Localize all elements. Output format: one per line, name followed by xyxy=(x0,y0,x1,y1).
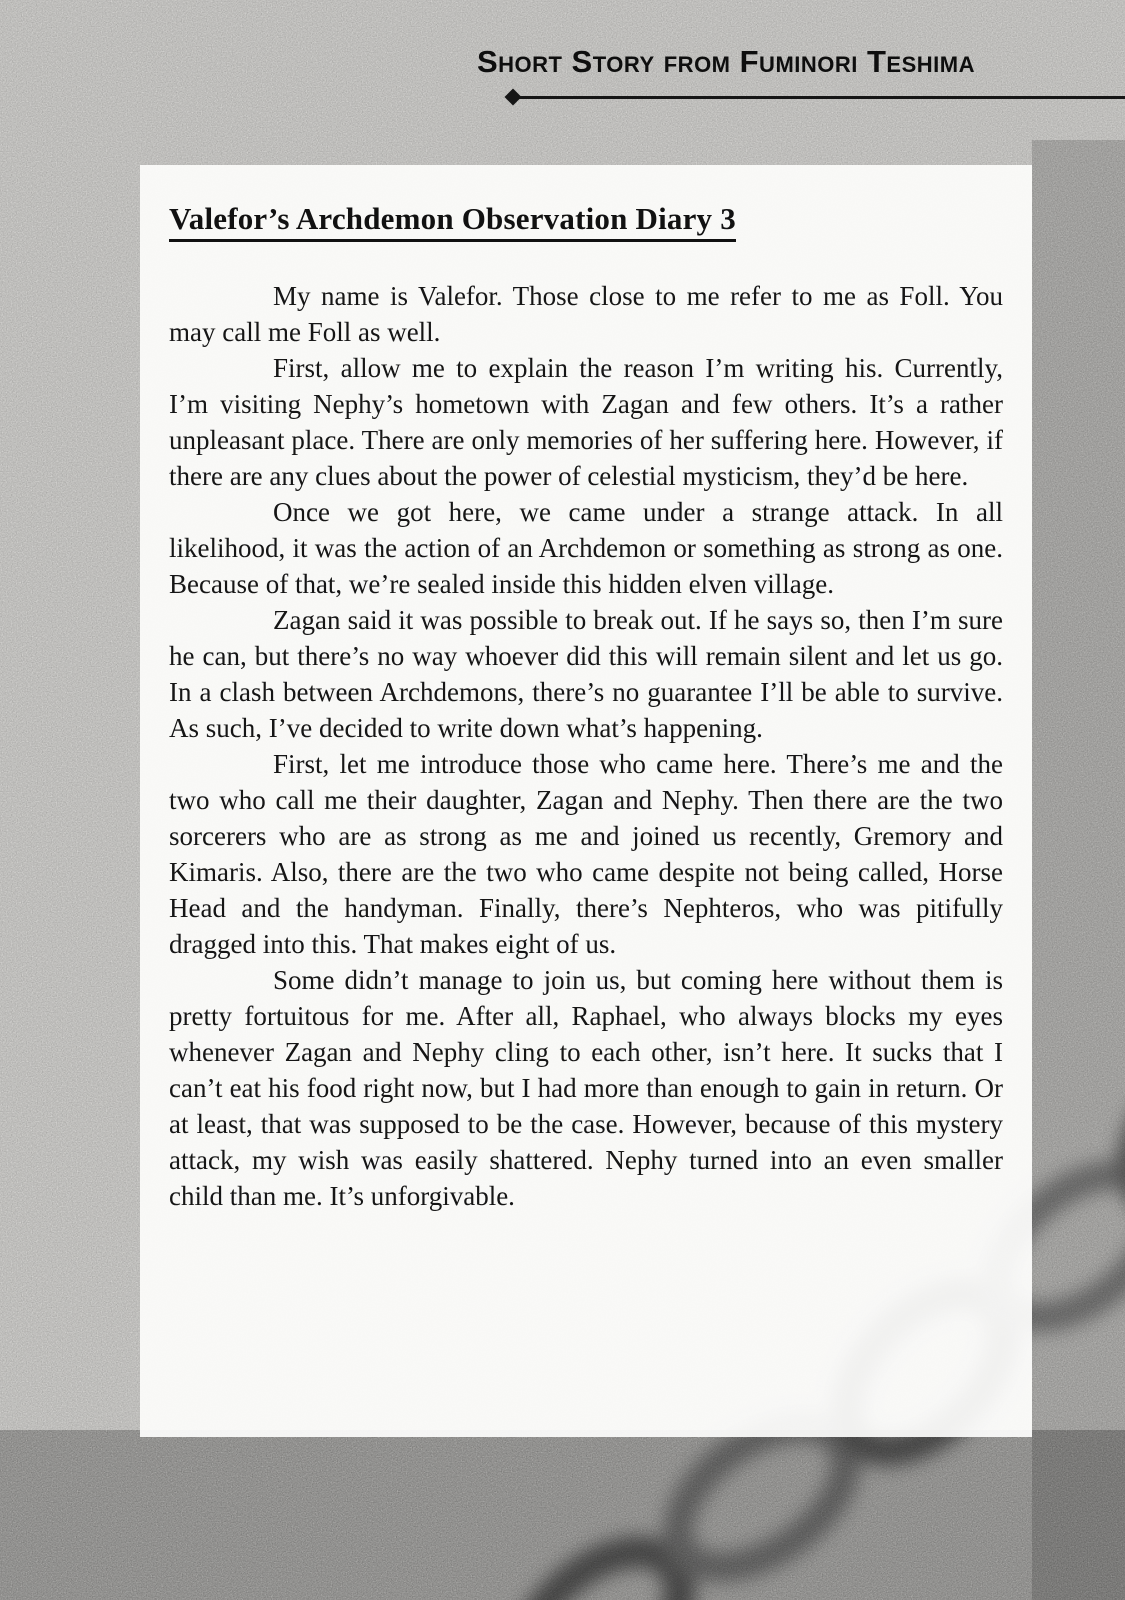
story-title: Valefor’s Archdemon Observation Diary 3 xyxy=(169,201,736,242)
story-body xyxy=(169,278,1003,1214)
paragraph: Some didn’t manage to join us, but coming here without them is pretty fortuitous for me. After all, Raphael, who always blocks my eyes whenever Zagan and Nephy cling to each other, isn’t here. It sucks that I can’t eat his food right now, but I had more than enough to gain in return. Or at least, that was supposed to be the case. However, because of this mystery attack, my wish was easily shattered. Nephy turned into an even smaller child than me. It’s unforgivable. xyxy=(169,965,1003,1211)
story-content-block xyxy=(140,165,1032,1437)
paragraph: Once we got here, we came under a strange attack. In all likelihood, it was the action of an Archdemon or something as strong as one. Because of that, we’re sealed inside this hidden elven village. xyxy=(169,497,1003,599)
header-title: Short Story from Fuminori Teshima xyxy=(476,44,975,79)
header-rule-line xyxy=(516,96,1125,99)
paragraph: First, let me introduce those who came here. There’s me and the two who call me their daughter, Zagan and Nephy. Then there are the two sorcerers who are as strong as me and joined us recently, Gremory and Kimaris. Also, there are the two who came despite not being called, Horse Head and the handyman. Finally, there’s Nephteros, who was pitifully dragged into this. That makes eight of us. xyxy=(169,749,1003,959)
paragraph: Zagan said it was possible to break out. If he says so, then I’m sure he can, but there’s no way whoever did this will remain silent and let us go. In a clash between Archdemons, there’s no guarantee I’ll be able to survive. As such, I’ve decided to write down what’s happening. xyxy=(169,605,1003,743)
paragraph: First, allow me to explain the reason I’m writing his. Currently, I’m visiting Nephy’s hometown with Zagan and few others. It’s a rather unpleasant place. There are only memories of her suffering here. However, if there are any clues about the power of celestial mysticism, they’d be here. xyxy=(169,353,1003,491)
paragraph: My name is Valefor. Those close to me refer to me as Foll. You may call me Foll as well. xyxy=(169,281,1003,347)
